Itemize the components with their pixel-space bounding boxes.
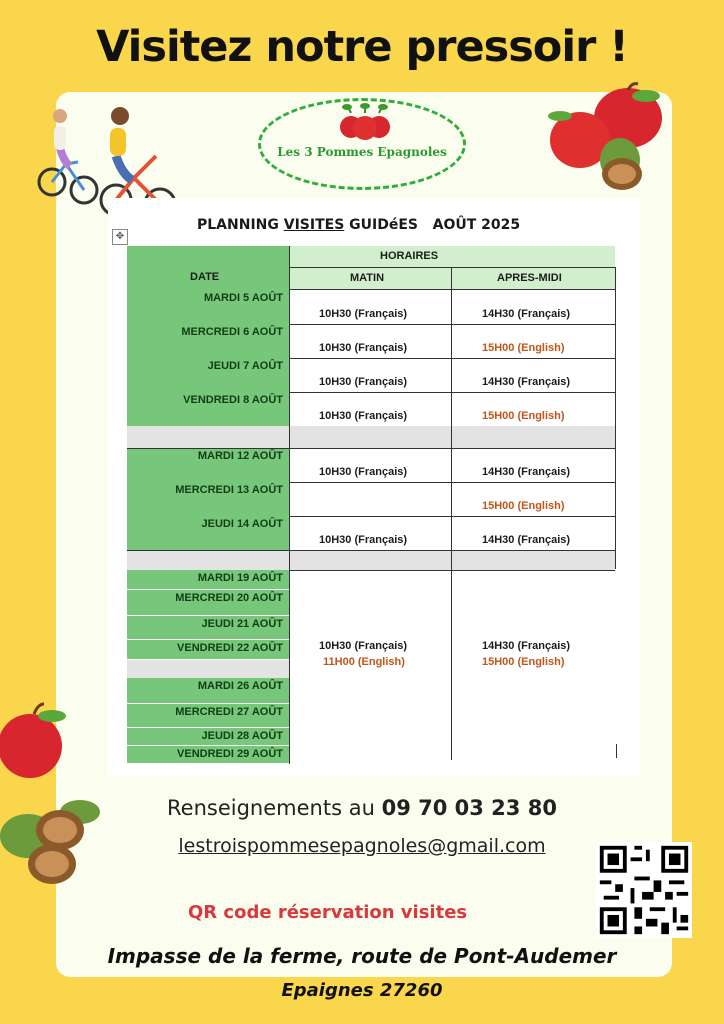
horaires-header-bg: [289, 246, 615, 290]
renseignements-label: Renseignements au: [167, 796, 375, 820]
group-aprem-fr: 14H30 (Français): [482, 640, 571, 652]
header-line: [289, 267, 615, 268]
week-separator: [127, 551, 615, 570]
group-matin-fr: 10H30 (Français): [319, 640, 408, 652]
matin-cell: 10H30 (Français): [319, 342, 408, 354]
date-cell: MARDI 19 AOÛT: [197, 572, 283, 584]
aprem-cell: 14H30 (Français): [482, 376, 571, 388]
date-cell: MERCREDI 27 AOÛT: [175, 706, 283, 718]
matin-cell: 10H30 (Français): [319, 376, 408, 388]
group-aprem-en: 15H00 (English): [482, 656, 565, 668]
date-cell: JEUDI 14 AOÛT: [201, 518, 283, 530]
phone-number[interactable]: 09 70 03 23 80: [381, 796, 557, 820]
matin-cell: 10H30 (Français): [319, 466, 408, 478]
matin-cell: 10H30 (Français): [319, 308, 408, 320]
col-line: [451, 267, 452, 760]
date-header: DATE: [190, 271, 220, 283]
header-bottom-line: [289, 289, 615, 290]
email-link[interactable]: lestroispommesepagnoles@gmail.com: [178, 835, 546, 857]
apres-midi-header: APRES-MIDI: [497, 272, 562, 284]
col-line: [289, 246, 290, 764]
row-line: [127, 448, 615, 449]
apples-illustration: [546, 82, 674, 194]
date-cell: JEUDI 21 AOÛT: [201, 618, 283, 630]
date-cell: MERCREDI 13 AOÛT: [175, 484, 283, 496]
planning-title: [197, 217, 520, 233]
week-separator: [127, 426, 615, 448]
renseignements-line: [0, 796, 724, 820]
date-cell: VENDREDI 8 AOÛT: [183, 394, 283, 406]
col-line: [615, 267, 616, 569]
date-cell: MERCREDI 6 AOÛT: [181, 326, 283, 338]
date-cell: JEUDI 28 AOÛT: [201, 730, 283, 742]
date-cell: MARDI 26 AOÛT: [197, 680, 283, 692]
aprem-cell: 15H00 (English): [482, 342, 565, 354]
date-cell: VENDREDI 22 AOÛT: [177, 642, 283, 654]
matin-cell: 10H30 (Français): [319, 534, 408, 546]
date-cell: MARDI 12 AOÛT: [197, 450, 283, 462]
matin-cell: 10H30 (Français): [319, 410, 408, 422]
date-header-bg: [127, 246, 289, 290]
matin-header: MATIN: [350, 272, 385, 284]
address-line-1: Impasse de la ferme, route de Pont-Audemer: [107, 944, 617, 968]
aprem-cell: 14H30 (Français): [482, 534, 571, 546]
date-cell: MARDI 5 AOÛT: [203, 292, 283, 304]
col-line: [616, 744, 617, 758]
move-handle-icon[interactable]: ✥: [112, 229, 128, 245]
aprem-cell: 14H30 (Français): [482, 308, 571, 320]
qr-code[interactable]: [596, 842, 692, 938]
week-separator: [127, 660, 289, 678]
apples-logo-icon: [337, 103, 393, 145]
address-line-2: Epaignes 27260: [281, 980, 443, 1001]
page-title: Visitez notre pressoir !: [96, 22, 628, 72]
horaires-header: HORAIRES: [380, 250, 439, 262]
date-cell: VENDREDI 29 AOÛT: [177, 748, 283, 760]
date-cell: JEUDI 7 AOÛT: [207, 360, 283, 372]
planning-title-underlined: VISITES: [283, 217, 345, 233]
apple-walnut-illustration: [0, 700, 104, 890]
qr-label: QR code réservation visites: [188, 902, 468, 923]
logo-text: Les 3 Pommes Epagnoles: [277, 145, 447, 159]
planning-title-rest: GUIDéES AOÛT 2025: [349, 217, 521, 233]
planning-title-prefix: PLANNING: [197, 217, 279, 233]
aprem-cell: 14H30 (Français): [482, 466, 571, 478]
date-cell: MERCREDI 20 AOÛT: [175, 592, 283, 604]
aprem-cell: 15H00 (English): [482, 500, 565, 512]
group-matin-en: 11H00 (English): [323, 656, 405, 668]
aprem-cell: 15H00 (English): [482, 410, 565, 422]
farm-logo: [258, 98, 466, 190]
